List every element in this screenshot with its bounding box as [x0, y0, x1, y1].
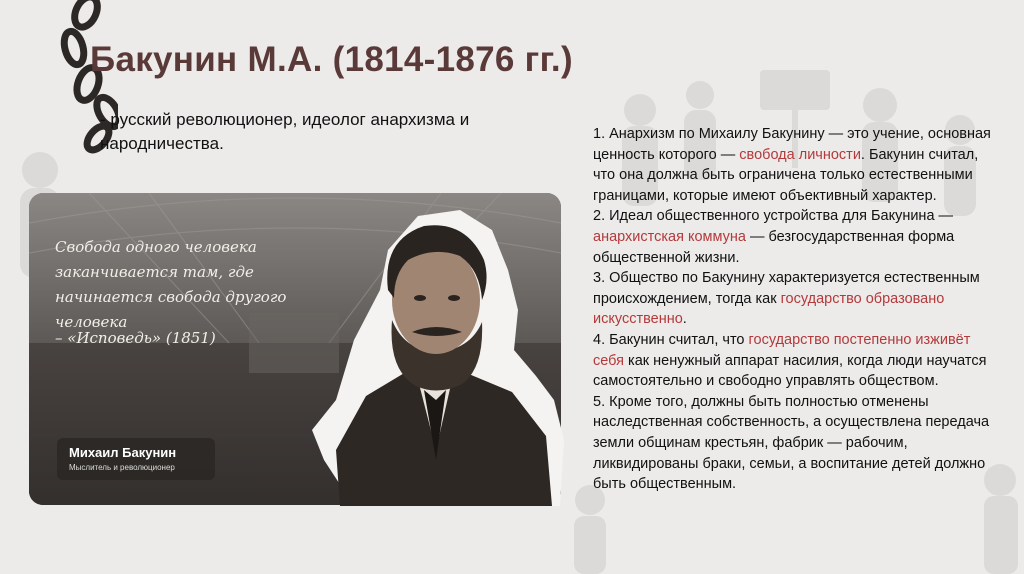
thesis-2: 2. Идеал общественного устройства для Бакунина — анархистская коммуна — безгосударственная форма общественной жизни. — [593, 208, 955, 266]
name-plate — [57, 438, 215, 480]
slide-title: Бакунин М.А. (1814-1876 гг.) — [90, 40, 573, 79]
thesis-3: 3. Общество по Бакунину характеризуется естественным происхождением, тогда как государство образовано искусственно. — [593, 270, 980, 328]
thesis-2-highlight: анархистская коммуна — [593, 228, 746, 245]
thesis-4-highlight: государство постепенно изживёт себя — [593, 331, 971, 369]
thesis-3-highlight: государство образовано искусственно — [593, 290, 945, 328]
thesis-4: 4. Бакунин считал, что государство постепенно изживёт себя как ненужный аппарат насилия, когда люди научатся самостоятельно и свободно управлять обществом. — [593, 331, 987, 390]
quote-source: – «Исповедь» (1851) — [55, 329, 216, 347]
name-label: Михаил Бакунин — [69, 445, 177, 460]
thesis-5: 5. Кроме того, должны быть полностью отменены наследственная собственность, а осуществлена передача земли общинам крестьян, фабрик — рабочим, ликвидированы браки, семьи, а воспитание детей должно быть общественным. — [593, 393, 990, 493]
intro-text: - русский революционер, идеолог анархизма и народничества. — [100, 110, 470, 153]
quote-text: Свобода одного человека заканчивается там, где начинается свобода другого человека — [55, 238, 287, 331]
thesis-1: 1. Анархизм по Михаилу Бакунину — это учение, основная ценность которого — свобода личности. Бакунин считал, что она должна быть ограничена только естественными границами, которые имеют объективный характер. — [593, 126, 991, 204]
thesis-1-highlight: свобода личности — [739, 146, 861, 163]
name-subtitle: Мыслитель и революционер — [69, 463, 175, 472]
theses-list — [593, 124, 1003, 495]
bakunin-portrait — [284, 200, 564, 506]
